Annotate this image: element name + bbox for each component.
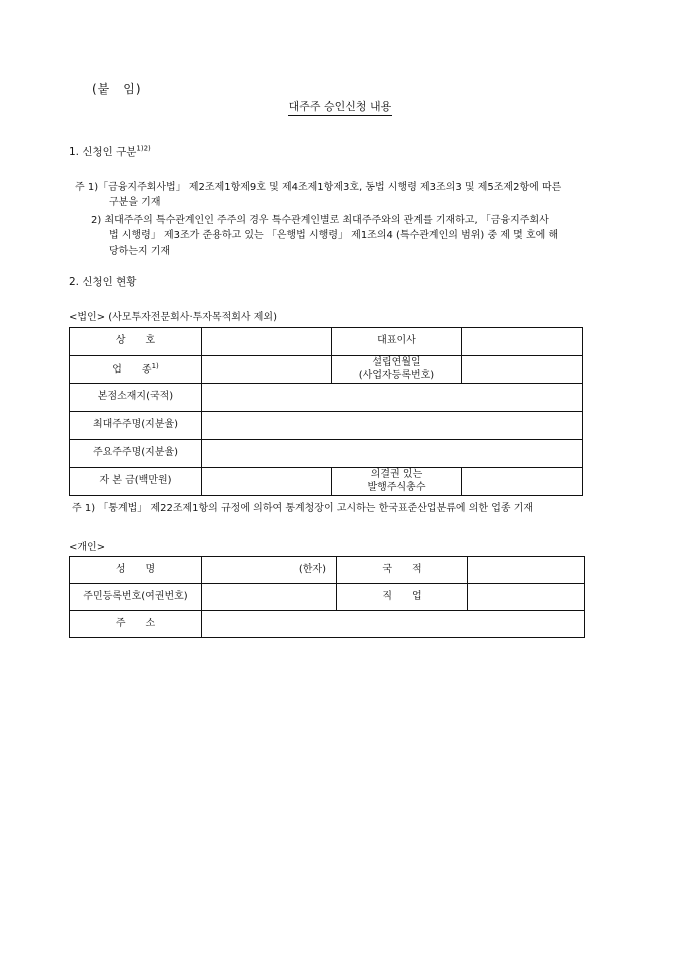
address-label: 주 소 — [70, 611, 202, 638]
document-title-text: 대주주 승인신청 내용 — [288, 100, 393, 116]
capital-value — [202, 468, 332, 496]
table-row — [70, 356, 583, 384]
section1-heading-text: 1. 신청인 구분 — [69, 146, 137, 158]
head-office-label: 본점소재지(국적) — [70, 384, 202, 412]
table-row — [70, 384, 583, 412]
note-1-cont: 구분을 기재 — [109, 197, 161, 208]
voting-shares-value — [462, 468, 583, 496]
corporate-footnote: 주 1) 「통계법」 제22조제1항의 규정에 의하여 통계청장이 고시하는 한국표준산업분류에 의한 업종 기재 — [72, 503, 534, 514]
largest-holder-label: 최대주주명(지분율) — [70, 412, 202, 440]
table-row — [70, 584, 585, 611]
occupation-label: 직 업 — [337, 584, 468, 611]
individual-table — [69, 556, 585, 638]
representative-label: 대표이사 — [332, 328, 462, 356]
section2-heading: 2. 신청인 현황 — [69, 276, 137, 288]
occupation-value — [468, 584, 585, 611]
table-row — [70, 328, 583, 356]
trade-name-label: 상 호 — [70, 328, 202, 356]
resident-no-value — [202, 584, 337, 611]
head-office-value — [202, 384, 583, 412]
note-2-cont2: 당하는지 기재 — [109, 246, 171, 257]
business-type-sup: 1) — [151, 362, 159, 371]
nationality-value — [468, 557, 585, 584]
business-type-text: 업 종 — [112, 364, 152, 376]
founded-value — [462, 356, 583, 384]
nationality-label: 국 적 — [337, 557, 468, 584]
representative-value — [462, 328, 583, 356]
attachment-label: (붙 임) — [92, 82, 142, 96]
note-1: 주 1)「금융지주회사법」 제2조제1항제9호 및 제4조제1항제3호, 동법 시행령 제3조의3 및 제5조제2항에 따른 — [75, 182, 562, 193]
major-holder-label: 주요주주명(지분율) — [70, 440, 202, 468]
table-row — [70, 557, 585, 584]
voting-shares-line1: 의결권 있는 — [370, 469, 423, 480]
corporate-label: <법인> (사모투자전문회사·투자목적회사 제외) — [69, 312, 277, 323]
table-row — [70, 412, 583, 440]
corporate-table — [69, 327, 583, 496]
individual-label: <개인> — [69, 542, 106, 553]
note-2: 2) 최대주주의 특수관계인인 주주의 경우 특수관계인별로 최대주주와의 관계를 기재하고, 「금융지주회사 — [91, 215, 549, 226]
founded-label-line1: 설립연월일 — [372, 357, 421, 368]
voting-shares-label — [332, 468, 462, 496]
name-value — [202, 557, 337, 584]
capital-label: 자 본 금(백만원) — [70, 468, 202, 496]
table-row — [70, 468, 583, 496]
name-label: 성 명 — [70, 557, 202, 584]
largest-holder-value — [202, 412, 583, 440]
document-title — [0, 98, 680, 114]
address-value — [202, 611, 585, 638]
section1-heading — [69, 144, 151, 159]
hanja-hint: (한자) — [298, 563, 326, 575]
business-type-value — [202, 356, 332, 384]
section1-heading-sup: 1)2) — [136, 144, 151, 153]
table-row — [70, 440, 583, 468]
voting-shares-line2: 발행주식총수 — [367, 481, 426, 493]
table-row — [70, 611, 585, 638]
trade-name-value — [202, 328, 332, 356]
major-holder-value — [202, 440, 583, 468]
business-type-label — [70, 356, 202, 384]
founded-label — [332, 356, 462, 384]
founded-label-line2: (사업자등록번호) — [358, 369, 435, 381]
resident-no-label: 주민등록번호(여권번호) — [70, 584, 202, 611]
note-2-cont: 법 시행령」 제3조가 준용하고 있는 「은행법 시행령」 제1조의4 (특수관계인의 범위) 중 제 몇 호에 해 — [109, 230, 559, 241]
